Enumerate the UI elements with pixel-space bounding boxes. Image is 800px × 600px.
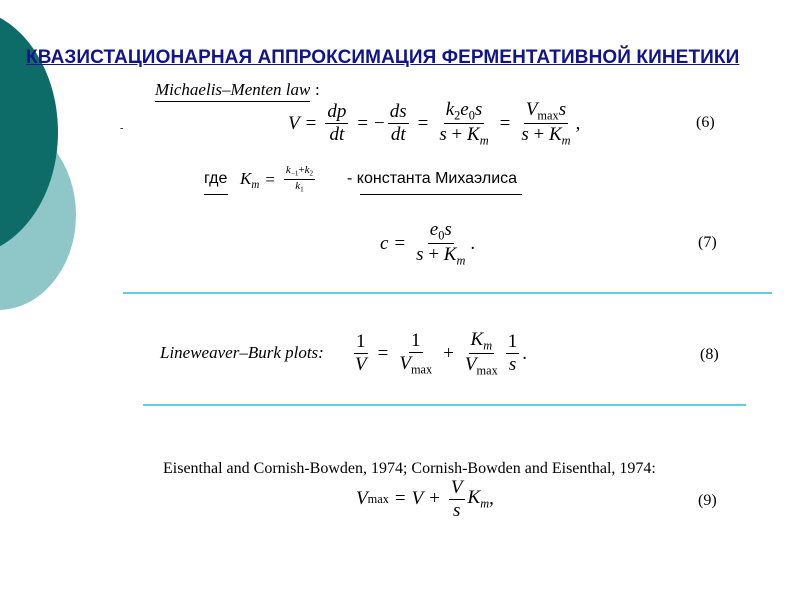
dash-mark: - — [120, 123, 124, 134]
michaelis-menten-colon: : — [315, 80, 320, 99]
km-formula: $K_m$ = $\frac{k_{-1}+k_2}{k_1}$ — [240, 164, 314, 194]
where-underline — [204, 194, 228, 195]
equation-6-number: (6) — [696, 114, 715, 131]
equation-8-number: (8) — [700, 346, 719, 363]
equation-6: V = $\frac{dp}{dt}$ = − $\frac{ds}{dt}$ = $\frac{k_2e_0s}{s + K_m}$ = $\frac{V_{max}s}{s + K_m}$ , — [288, 99, 581, 148]
equation-8: $\frac{1}{V}$ = $\frac{1}{V_{max}}$ + $\frac{K_m}{V_{max}}$ $\frac{1}{s}$ . — [355, 329, 528, 378]
where-label: где — [204, 170, 228, 187]
equation-7-number: (7) — [698, 234, 717, 251]
slide-title: КВАЗИСТАЦИОНАРНАЯ АППРОКСИМАЦИЯ ФЕРМЕНТАТИВНОЙ КИНЕТИКИ — [26, 47, 740, 68]
separator-line-2 — [143, 404, 746, 406]
separator-line-1 — [123, 292, 772, 294]
michaelis-constant-label: - константа Михаэлиса — [347, 170, 518, 187]
equation-7: c = $\frac{e_0s}{s + K_m}$ . — [380, 219, 476, 268]
equation-9-number: (9) — [698, 492, 717, 509]
constant-underline — [360, 194, 522, 195]
equation-9: V max = V + $\frac{V}{s}$ $K_m$ , — [356, 477, 494, 521]
eisenthal-citation: Eisenthal and Cornish-Bowden, 1974; Cornish-Bowden and Eisenthal, 1974: — [163, 460, 656, 477]
lineweaver-burk-label: Lineweaver–Burk plots: — [160, 343, 324, 362]
michaelis-menten-label: Michaelis–Menten law — [155, 80, 310, 102]
